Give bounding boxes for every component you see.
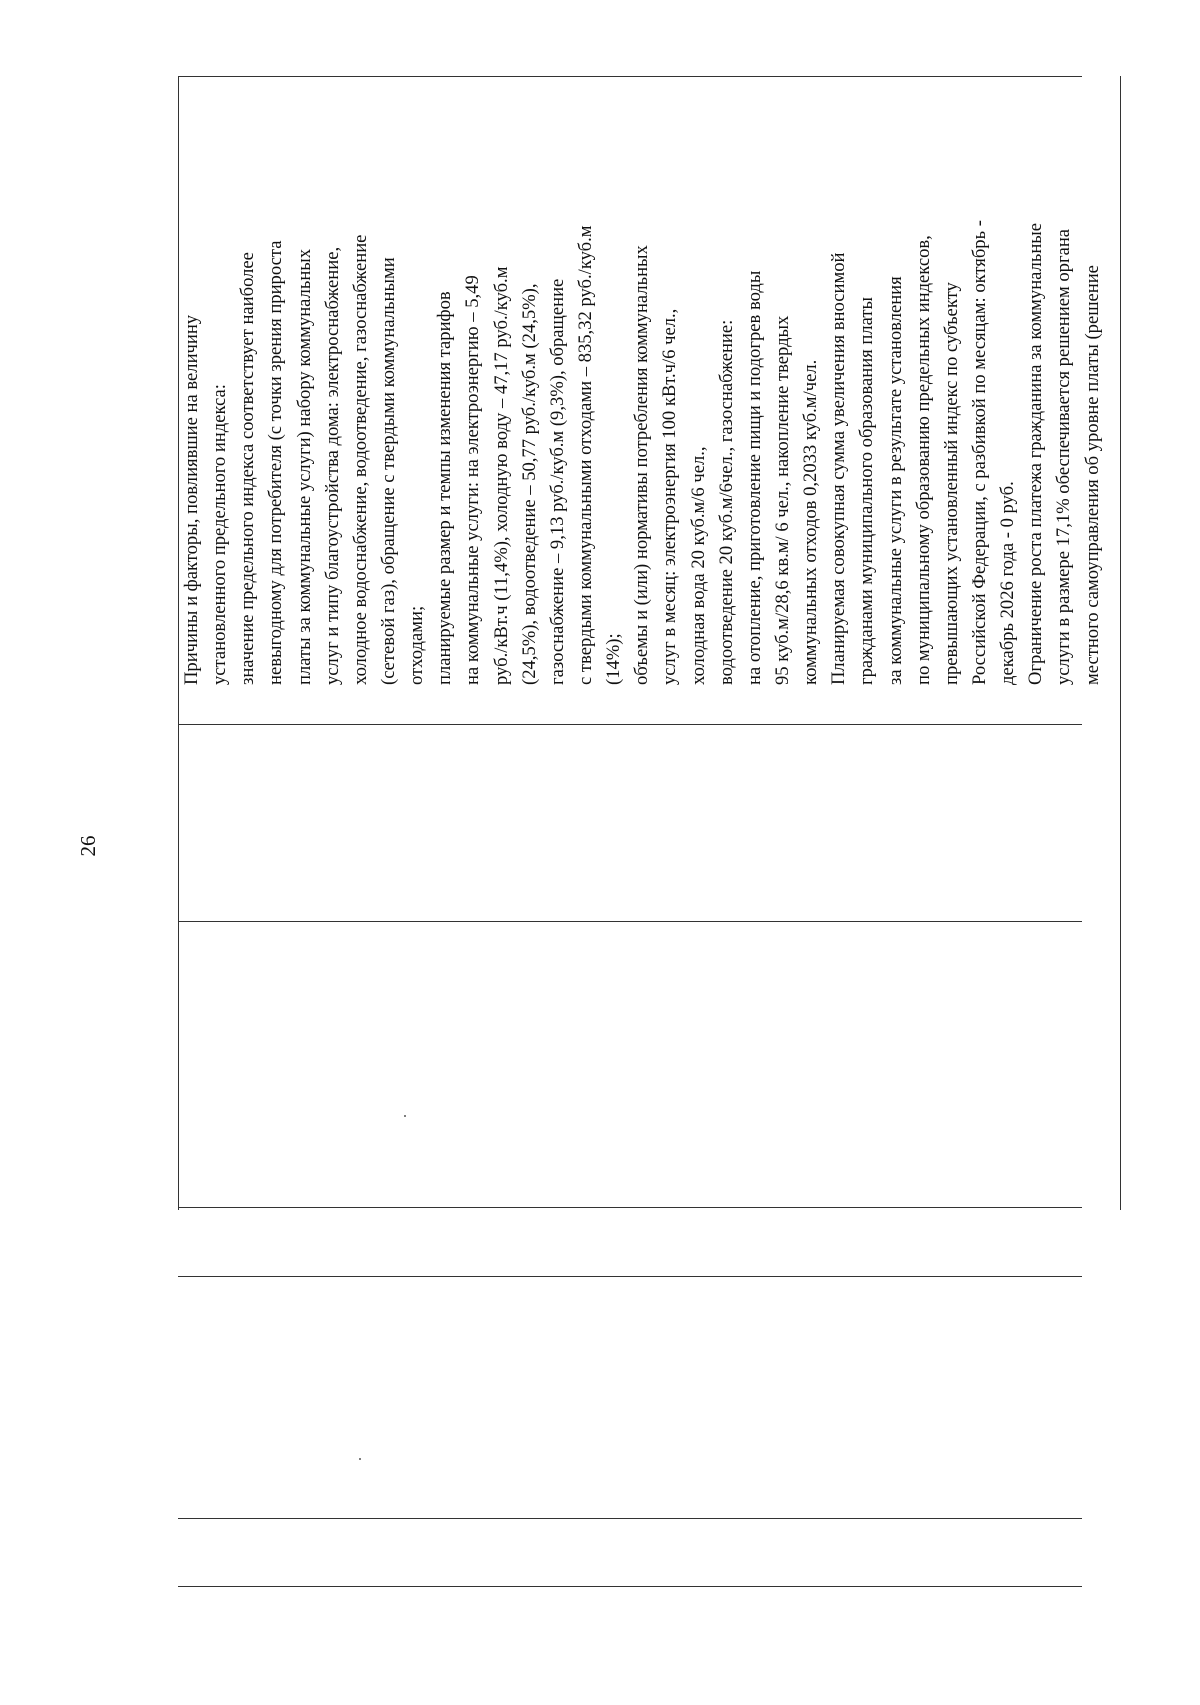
text-line: планируемые размер и темпы изменения тарифов: [434, 291, 456, 685]
table-rule-row-divider-3: [178, 1207, 1082, 1208]
text-line: по муниципальному образованию предельных индексов,: [912, 235, 934, 685]
text-line: 95 куб.м/28,6 кв.м/ 6 чел., накопление твердых: [771, 315, 793, 685]
text-line: с твердыми коммунальными отходами – 835,32 руб./куб.м: [574, 225, 596, 685]
table-cell-text: [178, 80, 1103, 685]
text-line: на отопление, приготовление пищи и подогрев воды: [743, 270, 765, 685]
text-line: Планируемая совокупная сумма увеличения вносимой: [828, 252, 850, 685]
text-line: объемы и (или) нормативы потребления коммунальных: [631, 245, 653, 685]
text-line: холодное водоснабжение, водоотведение, газоснабжение: [349, 234, 371, 685]
table-rule-row-divider-4: [178, 1276, 1082, 1277]
text-line: Ограничение роста платежа гражданина за коммунальные: [1025, 222, 1047, 685]
text-line: Причины и факторы, повлиявшие на величину: [181, 314, 202, 685]
table-rule-row-divider-6: [178, 1586, 1082, 1587]
scan-speck: [404, 1115, 406, 1117]
text-line: водоотведение 20 куб.м/6чел., газоснабжение:: [715, 319, 737, 685]
text-line: за коммунальные услуги в результате установления: [884, 276, 906, 685]
text-line: услуг в месяц: электроэнергия 100 кВт.ч/6 чел.,: [659, 308, 681, 685]
text-line: превышающих установленный индекс по субъекту: [940, 282, 962, 685]
text-line: руб./кВт.ч (11,4%), холодную воду – 47,17 руб./куб.м: [490, 266, 512, 685]
text-line: (сетевой газ), обращение с твердыми коммунальными: [377, 257, 399, 685]
table-rule-top: [178, 76, 1082, 77]
text-line: газоснабжение – 9,13 руб./куб.м (9,3%), обращение: [546, 278, 568, 685]
text-line: платы за коммунальные услуги) набору коммунальных: [293, 248, 315, 685]
text-line: услуги в размере 17,1% обеспечивается решением органа: [1053, 228, 1075, 685]
text-line: коммунальных отходов 0,2033 куб.м/чел.: [800, 359, 822, 685]
table-rule-right: [1120, 76, 1121, 1210]
scan-speck: [359, 1458, 361, 1460]
page-number: 26: [76, 835, 100, 857]
text-line: местного самоуправления об уровне платы (решение: [1081, 265, 1103, 685]
text-line: отходами;: [406, 605, 428, 685]
text-line: Российской Федерации, с разбивкой по месяцам: октябрь -: [968, 220, 990, 685]
text-line: декабрь 2026 года - 0 руб.: [997, 481, 1019, 685]
text-line: (14%);: [603, 633, 625, 685]
text-line: на коммунальные услуги: на электроэнергию – 5,49: [462, 275, 484, 685]
text-line: гражданами муниципального образования платы: [856, 297, 878, 685]
text-line: холодная вода 20 куб.м/6 чел.,: [687, 446, 709, 685]
table-cell-factors: [178, 80, 1103, 945]
table-rule-row-divider-5: [178, 1518, 1082, 1519]
text-line: услуг и типу благоустройства дома: электроснабжение,: [321, 246, 343, 685]
text-line: значение предельного индекса соответствует наиболее: [237, 252, 259, 685]
text-line: установленного предельного индекса:: [209, 384, 231, 685]
text-line: невыгодному для потребителя (с точки зрения прироста: [265, 240, 287, 685]
text-line: (24,5%), водоотведение – 50,77 руб./куб.м (24,5%),: [518, 283, 540, 685]
